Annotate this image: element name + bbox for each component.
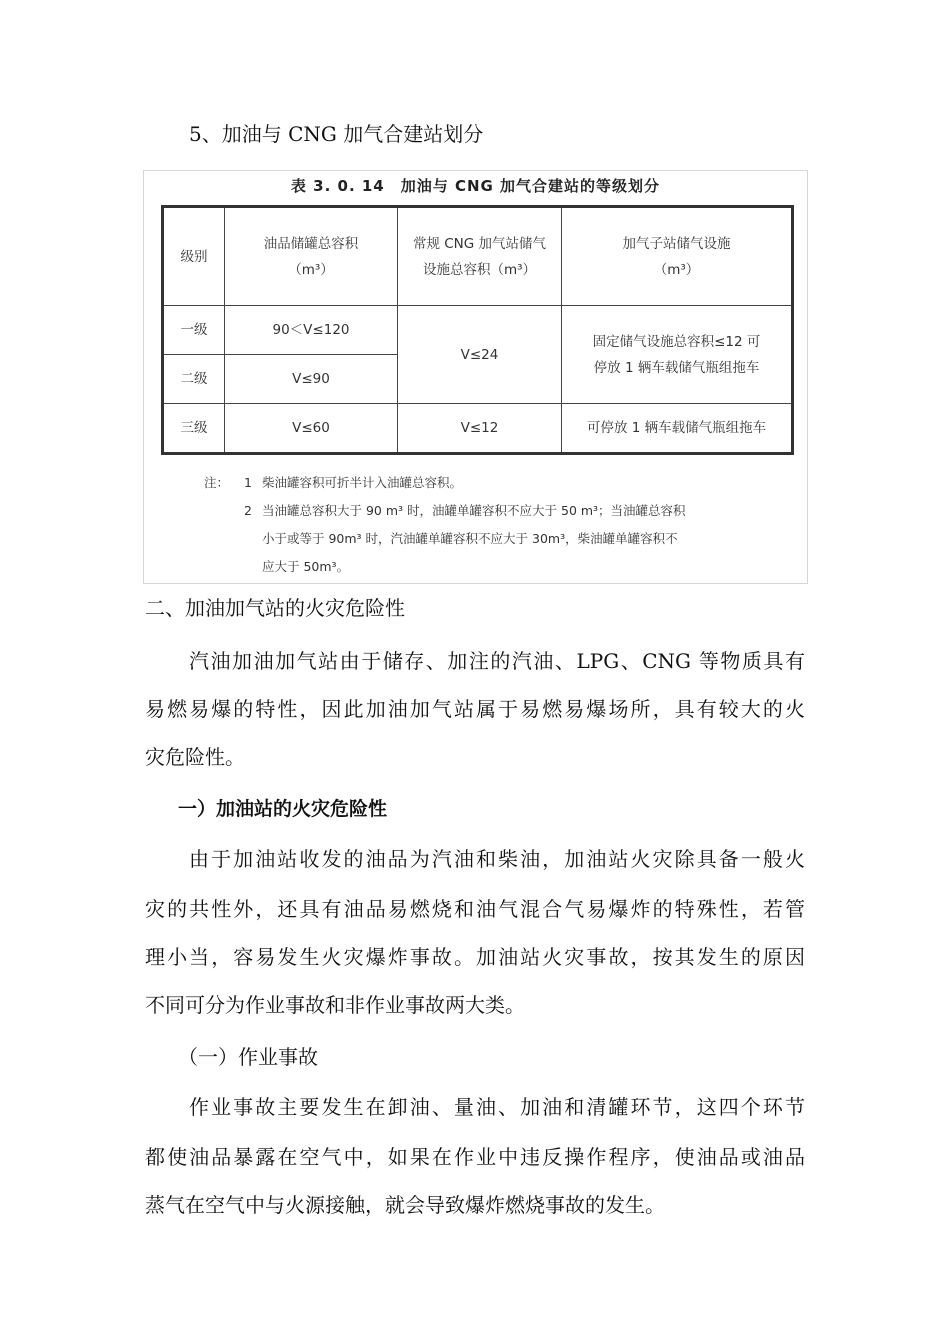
row-level: 二级 [163, 355, 225, 404]
row-oil-volume: V≤90 [225, 355, 398, 404]
header-level: 级别 [163, 207, 225, 306]
note-2-line-3: 应大于 50m³。 [262, 559, 350, 574]
row-oil-volume: 90＜V≤120 [225, 306, 398, 355]
row-level: 一级 [163, 306, 225, 355]
table-row [163, 306, 793, 355]
row-oil-volume: V≤60 [225, 404, 398, 454]
subsection-2-title: （一）作业事故 [178, 1045, 318, 1069]
note-2-line-2: 小于或等于 90m³ 时，汽油罐单罐容积不应大于 30m³，柴油罐单罐容积不 [262, 531, 678, 546]
paragraph-1-line-3: 灾危险性。 [145, 745, 245, 769]
paragraph-1-line-1: 汽油加油加气站由于储存、加注的汽油、LPG、CNG 等物质具有 [189, 649, 805, 673]
paragraph-3-line-3: 蒸气在空气中与火源接触，就会导致爆炸燃烧事故的发生。 [145, 1193, 665, 1217]
note-2-line-1: 当油罐总容积大于 90 m³ 时，油罐单罐容积不应大于 50 m³；当油罐总容积 [262, 503, 686, 518]
header-substation: 加气子站储气设施 （m³） [562, 207, 793, 306]
paragraph-1-line-2: 易燃易爆的特性，因此加油加气站属于易燃易爆场所，具有较大的火 [145, 697, 805, 721]
row-level: 三级 [163, 404, 225, 454]
grade-table [161, 205, 794, 455]
row-cng-volume: V≤12 [398, 404, 562, 454]
merged-substation: 固定储气设施总容积≤12 可 停放 1 辆车载储气瓶组拖车 [562, 306, 793, 404]
paragraph-2-line-2: 灾的共性外，还具有油品易燃烧和油气混合气易爆炸的特殊性，若管 [145, 897, 805, 921]
header-oil-volume: 油品储罐总容积 （m³） [225, 207, 398, 306]
table-notes: 注： 1 柴油罐容积可折半计入油罐总容积。 2 当油罐总容积大于 90 m³ 时，油罐单罐容积不应大于 50 m³；当油罐总容积 小于或等于 90m³ 时，汽油罐单罐容积不应大于 30m³，柴油罐单罐容积不 应大于 50m³。 [204, 469, 794, 581]
subsection-1-title: 一）加油站的火灾危险性 [178, 798, 388, 820]
table-title: 表 3. 0. 14 加油与 CNG 加气合建站的等级划分 [290, 177, 661, 195]
merged-cng-volume: V≤24 [398, 306, 562, 404]
paragraph-2-line-4: 不同可分为作业事故和非作业事故两大类。 [145, 993, 525, 1017]
table-figure [143, 170, 808, 584]
row-substation: 可停放 1 辆车载储气瓶组拖车 [562, 404, 793, 454]
paragraph-3-line-1: 作业事故主要发生在卸油、量油、加油和清罐环节，这四个环节 [189, 1095, 805, 1119]
section-heading-5: 5、加油与 CNG 加气合建站划分 [189, 122, 484, 146]
paragraph-2-line-3: 理小当，容易发生火灾爆炸事故。加油站火灾事故，按其发生的原因 [145, 945, 805, 969]
table-row [163, 404, 793, 454]
paragraph-3-line-2: 都使油品暴露在空气中，如果在作业中违反操作程序，使油品或油品 [145, 1145, 805, 1169]
note-1: 柴油罐容积可折半计入油罐总容积。 [262, 475, 463, 490]
notes-label: 注： [204, 475, 230, 490]
paragraph-2-line-1: 由于加油站收发的油品为汽油和柴油，加油站火灾除具备一般火 [189, 847, 805, 871]
header-cng-storage: 常规 CNG 加气站储气 设施总容积（m³） [398, 207, 562, 306]
section-2-title: 二、加油加气站的火灾危险性 [145, 596, 405, 620]
